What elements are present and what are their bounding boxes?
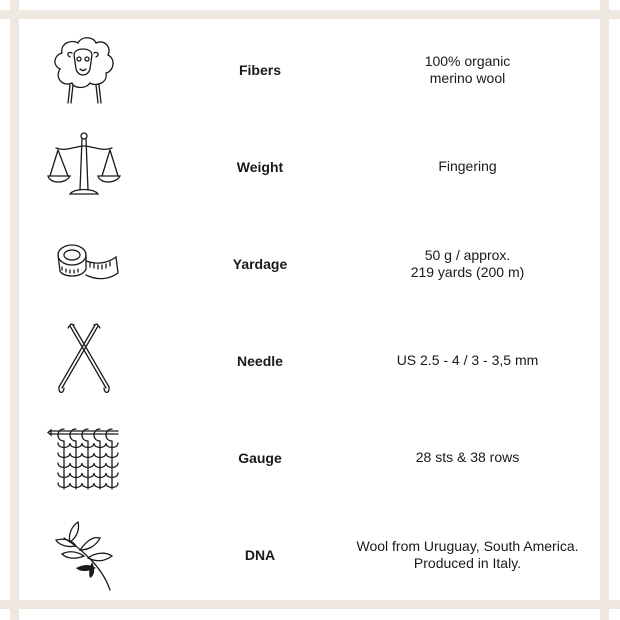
spec-row-yardage: [0, 215, 620, 312]
spec-value-line-1: 100% organic: [424, 52, 511, 69]
spec-value-line-1: Wool from Uruguay, South America.: [356, 537, 579, 554]
spec-value: [345, 506, 590, 603]
spec-label: Weight: [236, 158, 284, 175]
spec-value: [345, 409, 590, 506]
sheep-icon: [46, 31, 122, 107]
knitting-needles-icon: [46, 322, 122, 398]
spec-value-line-2: 219 yards (200 m): [410, 263, 525, 280]
spec-label: Yardage: [232, 255, 288, 272]
spec-value-line-1: Fingering: [438, 158, 497, 174]
spec-value: [345, 215, 590, 312]
scale-icon: [46, 128, 122, 204]
spec-value-line-1: 28 sts & 38 rows: [415, 449, 520, 465]
spec-label: Gauge: [238, 449, 282, 466]
spec-value-line-1: 50 g / approx.: [424, 246, 511, 263]
spec-value-line-2: Produced in Italy.: [413, 554, 522, 571]
knitted-swatch-icon: [46, 419, 122, 495]
spec-value-line-1: US 2.5 - 4 / 3 - 3,5 mm: [396, 352, 539, 368]
spec-label: DNA: [244, 546, 276, 563]
spec-row-weight: [0, 118, 620, 215]
olive-branch-icon: [46, 516, 122, 592]
tape-measure-icon: [46, 225, 122, 301]
frame-top: [0, 10, 620, 19]
spec-row-fibers: [0, 21, 620, 118]
spec-value: [345, 21, 590, 118]
spec-label: Needle: [237, 352, 283, 369]
spec-row-gauge: [0, 409, 620, 506]
spec-row-needle: [0, 312, 620, 409]
spec-value-line-2: merino wool: [429, 69, 506, 86]
spec-value: [345, 118, 590, 215]
spec-label: Fibers: [238, 61, 281, 78]
spec-row-dna: [0, 506, 620, 603]
spec-value: [345, 312, 590, 409]
